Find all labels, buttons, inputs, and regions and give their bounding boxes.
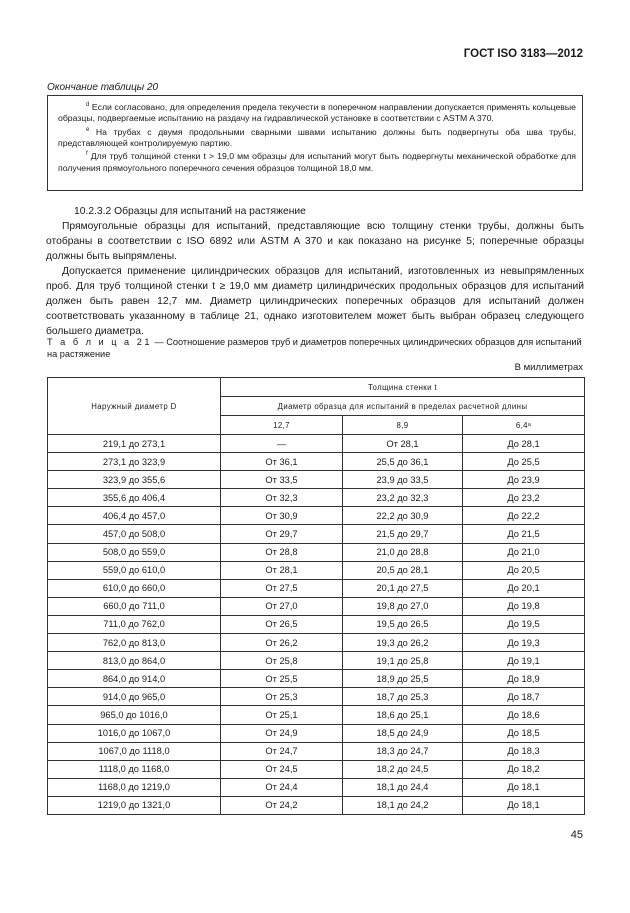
table-cell: До 19,5: [463, 615, 585, 633]
table-row: [48, 543, 585, 561]
table-cell: 965,0 до 1016,0: [48, 706, 221, 724]
table-cell: 762,0 до 813,0: [48, 634, 221, 652]
footnote: $^e$ На трубах с двумя продольными сварными швами испытанию должны быть подвергнуты оба шва трубы, представляющей контролируемую партию.: [58, 126, 576, 148]
table-cell: До 19,8: [463, 597, 585, 615]
table-cell: От 24,4: [221, 778, 343, 796]
table-row: [48, 778, 585, 796]
table-cell: 22,2 до 30,9: [343, 507, 463, 525]
footnote: $^f$ Для труб толщиной стенки t > 19,0 мм образцы для испытаний могут быть подвергнуты механической обработке для получения прямоугольного поперечного сечения образцов толщиной 18,0 мм.: [58, 151, 576, 173]
table-row: [48, 796, 585, 814]
table-cell: 813,0 до 864,0: [48, 652, 221, 670]
table-cell: 20,1 до 27,5: [343, 579, 463, 597]
section-heading: 10.2.3.2 Образцы для испытаний на растяжение: [74, 206, 306, 217]
table-row: [48, 652, 585, 670]
table-cell: От 26,5: [221, 615, 343, 633]
table-cell: 19,5 до 26,5: [343, 615, 463, 633]
table-cell: 1219,0 до 1321,0: [48, 796, 221, 814]
table-cell: От 28,8: [221, 543, 343, 561]
table-cell: От 25,1: [221, 706, 343, 724]
table-cell: От 25,8: [221, 652, 343, 670]
table-cell: До 18,1: [463, 796, 585, 814]
table-cell: До 20,1: [463, 579, 585, 597]
table-row: [48, 760, 585, 778]
table-cell: 273,1 до 323,9: [48, 453, 221, 471]
table-cell: 18,7 до 25,3: [343, 688, 463, 706]
table-cell: От 36,1: [221, 453, 343, 471]
table-row: [48, 634, 585, 652]
table-cell: От 24,5: [221, 760, 343, 778]
table-row: [48, 742, 585, 760]
table-row: [48, 453, 585, 471]
table-cell: До 23,2: [463, 489, 585, 507]
table-cell: До 18,9: [463, 670, 585, 688]
table-row: [48, 525, 585, 543]
table-cell: От 27,5: [221, 579, 343, 597]
header-wall-thickness: Толщина стенки t: [221, 378, 585, 397]
paragraph: Прямоугольные образцы для испытаний, представляющие всю толщину стенки трубы, должны быть отобраны в соответствии с ISO 6892 или ASTM A 370 и как показано на рисунке 5; поперечные образцы должны быть выпрямлены.: [46, 221, 584, 262]
table-row: [48, 561, 585, 579]
table-cell: От 30,9: [221, 507, 343, 525]
table-cell: 21,0 до 28,8: [343, 543, 463, 561]
table-row: [48, 688, 585, 706]
table-row: [48, 597, 585, 615]
table-cell: 711,0 до 762,0: [48, 615, 221, 633]
table-cell: До 19,1: [463, 652, 585, 670]
table-cell: До 28,1: [463, 435, 585, 453]
table-cell: 914,0 до 965,0: [48, 688, 221, 706]
table-cell: До 18,5: [463, 724, 585, 742]
table-cell: 18,1 до 24,2: [343, 796, 463, 814]
table-footnotes: [47, 95, 583, 191]
table-continuation-label: Окончание таблицы 20: [47, 82, 159, 93]
table-cell: 18,2 до 24,5: [343, 760, 463, 778]
table-cell: От 28,1: [343, 435, 463, 453]
table-cell: 508,0 до 559,0: [48, 543, 221, 561]
table-row: [48, 471, 585, 489]
table-cell: До 20,5: [463, 561, 585, 579]
table-row: [48, 724, 585, 742]
table-cell: 19,3 до 26,2: [343, 634, 463, 652]
table-cell: 25,5 до 36,1: [343, 453, 463, 471]
header-outer-diameter: Наружный диаметр D: [48, 378, 221, 435]
table-cell: До 19,3: [463, 634, 585, 652]
table-cell: 18,3 до 24,7: [343, 742, 463, 760]
table-cell: 406,4 до 457,0: [48, 507, 221, 525]
table-cell: 21,5 до 29,7: [343, 525, 463, 543]
table-caption: [47, 336, 583, 360]
table-cell: До 18,7: [463, 688, 585, 706]
table-cell: 1118,0 до 1168,0: [48, 760, 221, 778]
table-row: [48, 615, 585, 633]
specimen-diameter-table: [47, 377, 585, 815]
table-caption-text: — Соотношение размеров труб и диаметров поперечных цилиндрических образцов для испытаний на растяжение: [47, 337, 582, 359]
header-specimen-diameter: Диаметр образца для испытаний в пределах расчетной длины: [221, 397, 585, 416]
table-cell: 355,6 до 406,4: [48, 489, 221, 507]
table-cell: 19,1 до 25,8: [343, 652, 463, 670]
units-label: В миллиметрах: [514, 362, 583, 373]
table-cell: 219,1 до 273,1: [48, 435, 221, 453]
page-number: 45: [570, 829, 583, 841]
paragraph: Допускается применение цилиндрических образцов для испытаний, изготовленных из невыпрямленных проб. Для труб толщиной стенки t ≥ 19,0 мм диаметр цилиндрических продольных образцов для испытаний должен быть равен 12,7 мм. Диаметр цилиндрических поперечных образцов для испытаний должен соответствовать указанному в таблице 21, однако изготовителем может быть выбран образец следующего большего диаметра.: [46, 266, 584, 337]
table-cell: От 25,5: [221, 670, 343, 688]
table-cell: 660,0 до 711,0: [48, 597, 221, 615]
table-cell: От 24,2: [221, 796, 343, 814]
table-cell: От 26,2: [221, 634, 343, 652]
table-cell: До 18,1: [463, 778, 585, 796]
table-cell: 19,8 до 27,0: [343, 597, 463, 615]
table-cell: 1168,0 до 1219,0: [48, 778, 221, 796]
table-cell: От 25,3: [221, 688, 343, 706]
table-cell: От 27,0: [221, 597, 343, 615]
table-cell: От 28,1: [221, 561, 343, 579]
table-cell: —: [221, 435, 343, 453]
footnote: $^d$ Если согласовано, для определения предела текучести в поперечном направлении допускается применять кольцевые образцы, подвергаемые испытанию на раздачу на гидравлической установке в соответствии с ASTM A 370.: [58, 101, 576, 124]
table-cell: 18,5 до 24,9: [343, 724, 463, 742]
table-cell: 18,6 до 25,1: [343, 706, 463, 724]
body-text: [46, 204, 584, 339]
document-header: ГОСТ ISO 3183—2012: [463, 48, 583, 60]
table-cell: 23,9 до 33,5: [343, 471, 463, 489]
table-row: [48, 706, 585, 724]
table-cell: До 25,5: [463, 453, 585, 471]
table-cell: 457,0 до 508,0: [48, 525, 221, 543]
table-row: [48, 489, 585, 507]
table-row: [48, 579, 585, 597]
table-cell: До 23,9: [463, 471, 585, 489]
table-cell: 610,0 до 660,0: [48, 579, 221, 597]
table-cell: До 22,2: [463, 507, 585, 525]
table-cell: От 24,7: [221, 742, 343, 760]
table-row: [48, 435, 585, 453]
table-cell: 18,9 до 25,5: [343, 670, 463, 688]
subheader-cell: 12,7: [221, 416, 343, 435]
subheader-cell: 8,9: [343, 416, 463, 435]
table-caption-label: Т а б л и ц а 21: [47, 337, 152, 347]
table-cell: До 18,3: [463, 742, 585, 760]
table-cell: От 33,5: [221, 471, 343, 489]
table-cell: До 18,6: [463, 706, 585, 724]
table-cell: До 21,5: [463, 525, 585, 543]
table-cell: 1067,0 до 1118,0: [48, 742, 221, 760]
table-cell: 23,2 до 32,3: [343, 489, 463, 507]
table-cell: От 32,3: [221, 489, 343, 507]
table-row: [48, 507, 585, 525]
table-row: [48, 670, 585, 688]
table-cell: 864,0 до 914,0: [48, 670, 221, 688]
table-cell: До 18,2: [463, 760, 585, 778]
table-cell: От 24,9: [221, 724, 343, 742]
table-cell: 323,9 до 355,6: [48, 471, 221, 489]
table-cell: До 21,0: [463, 543, 585, 561]
table-cell: 1016,0 до 1067,0: [48, 724, 221, 742]
table-cell: 559,0 до 610,0: [48, 561, 221, 579]
table-cell: 18,1 до 24,4: [343, 778, 463, 796]
subheader-cell: 6,4ᵃ: [463, 416, 585, 435]
table-cell: 20,5 до 28,1: [343, 561, 463, 579]
table-cell: От 29,7: [221, 525, 343, 543]
